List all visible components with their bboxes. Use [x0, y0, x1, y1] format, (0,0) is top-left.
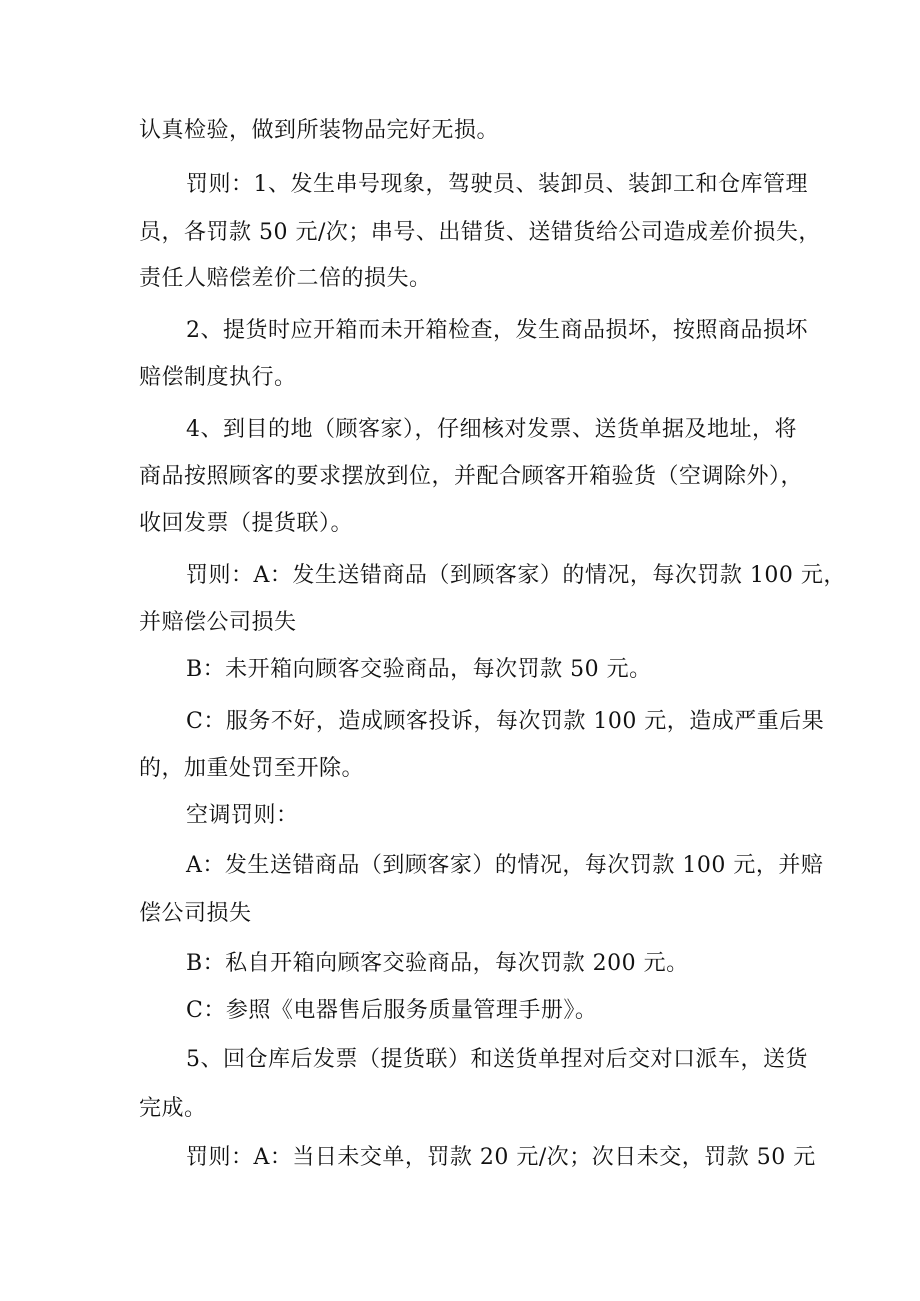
text-line: 收回发票（提货联）。 — [139, 511, 354, 536]
text-line: 罚则：1、发生串号现象，驾驶员、装卸员、装卸工和仓库管理 — [186, 172, 808, 197]
text-line: 责任人赔偿差价二倍的损失。 — [139, 266, 432, 291]
text-line: 2、提货时应开箱而未开箱检查，发生商品损坏，按照商品损坏 — [186, 318, 808, 343]
text-line: 商品按照顾客的要求摆放到位，并配合顾客开箱验货（空调除外）， — [139, 464, 804, 489]
text-line: 偿公司损失 — [139, 901, 252, 926]
text-line: 的，加重处罚至开除。 — [139, 756, 365, 781]
text-line: 并赔偿公司损失 — [139, 610, 297, 635]
text-line: C：服务不好，造成顾客投诉，每次罚款 100 元，造成严重后果 — [186, 709, 825, 734]
text-line: 赔偿制度执行。 — [139, 365, 297, 390]
text-line: B：未开箱向顾客交验商品，每次罚款 50 元。 — [186, 657, 652, 682]
text-line: B：私自开箱向顾客交验商品，每次罚款 200 元。 — [186, 951, 689, 976]
text-line: C：参照《电器售后服务质量管理手册》。 — [186, 998, 598, 1023]
text-line: 完成。 — [139, 1096, 207, 1121]
text-line: 认真检验，做到所装物品完好无损。 — [139, 118, 500, 143]
text-line: 空调罚则： — [186, 803, 299, 828]
text-line: 4、到目的地（顾客家），仔细核对发票、送货单据及地址，将 — [186, 417, 797, 442]
text-line: 罚则：A：当日未交单，罚款 20 元/次；次日未交，罚款 50 元 — [186, 1145, 816, 1170]
text-line: A：发生送错商品（到顾客家）的情况，每次罚款 100 元，并赔 — [186, 853, 824, 878]
text-line: 员，各罚款 50 元/次；串号、出错货、送错货给公司造成差价损失， — [139, 220, 821, 245]
text-line: 5、回仓库后发票（提货联）和送货单捏对后交对口派车，送货 — [186, 1047, 808, 1072]
text-line: 罚则：A：发生送错商品（到顾客家）的情况，每次罚款 100 元， — [186, 563, 846, 588]
